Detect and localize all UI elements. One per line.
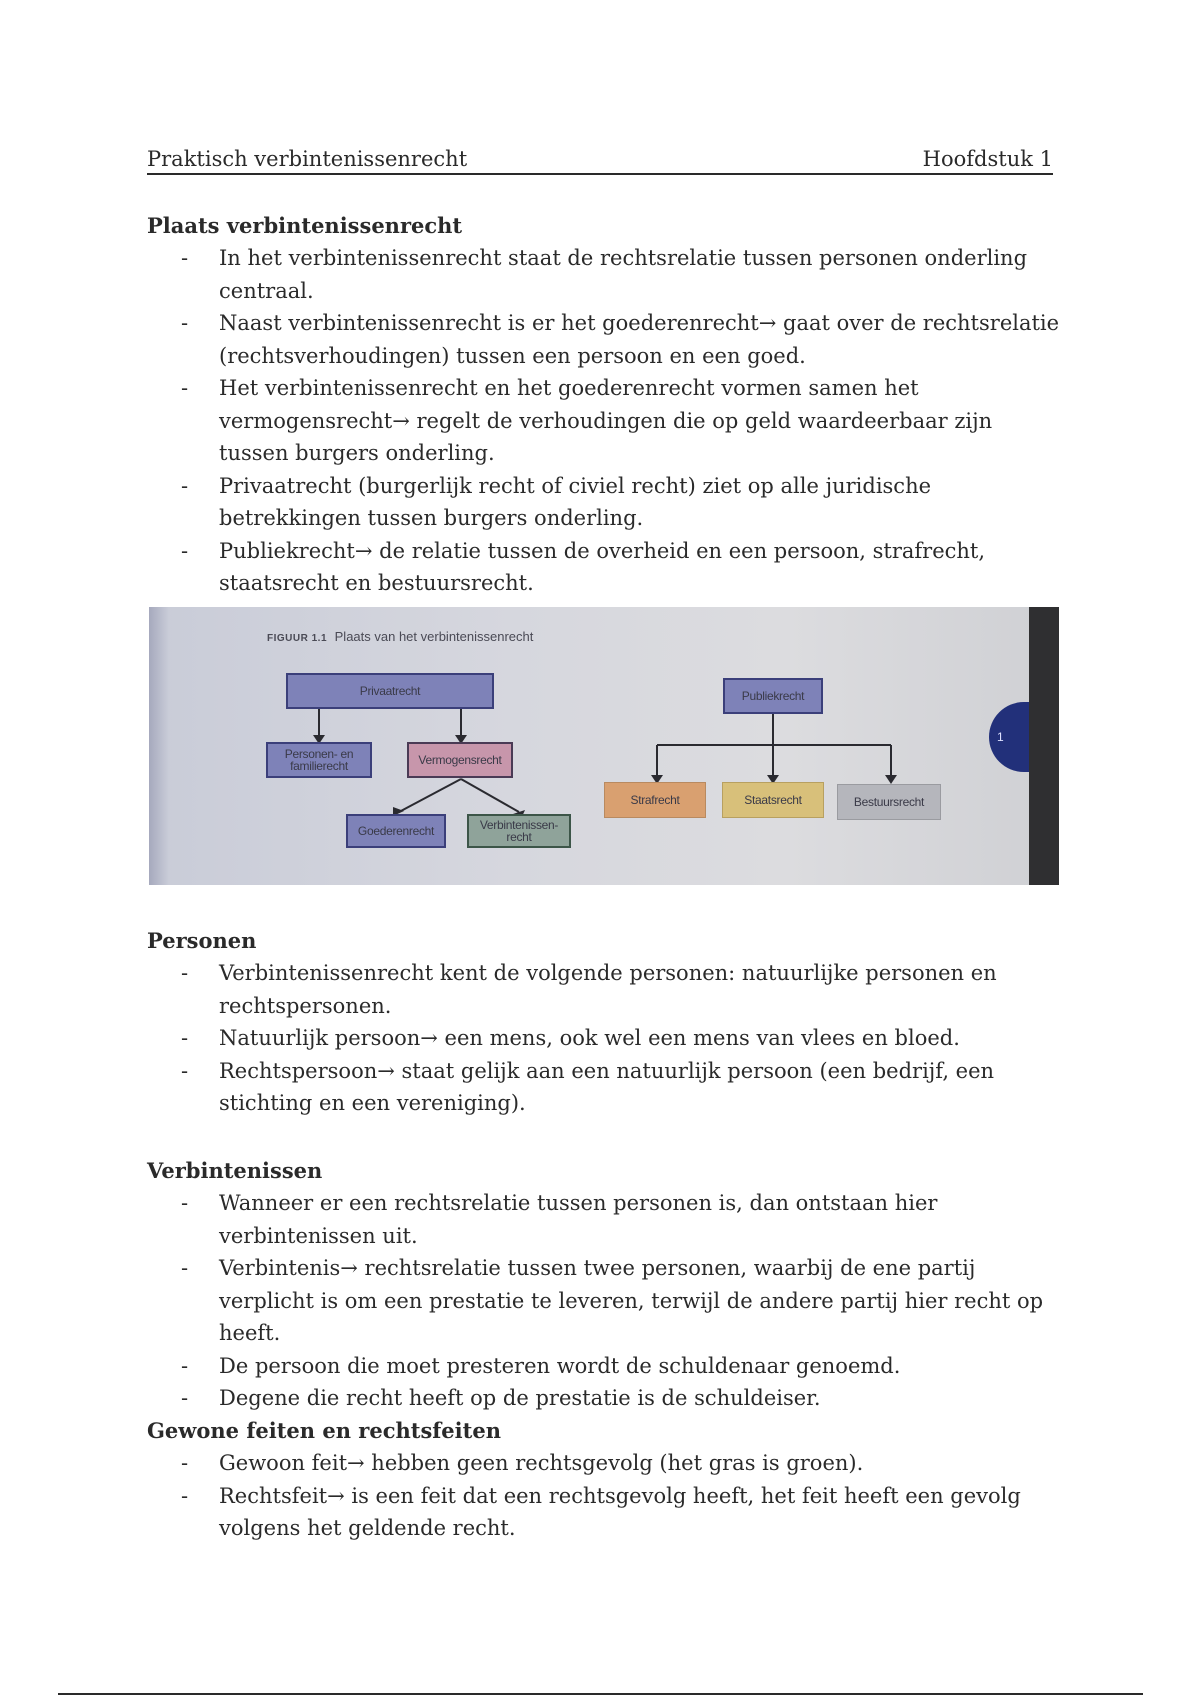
- list-item-text: Privaatrecht (burgerlijk recht of civiel recht) ziet op alle juridische betrekkingen tussen burgers onderling.: [219, 473, 932, 530]
- section-gewone-feiten-en-rechtsfeiten: [147, 1415, 1067, 1545]
- arrow-vermogen-to-verbintenissen: [461, 779, 519, 812]
- list-item: [147, 372, 1067, 470]
- bullet-dash: -: [181, 1353, 189, 1378]
- bullet-dash: -: [181, 246, 189, 270]
- bullet-list: [147, 957, 1067, 1120]
- list-item-text: Verbintenissenrecht kent de volgende personen: natuurlijke personen en rechtspersonen.: [219, 961, 997, 1018]
- list-item: [147, 1187, 1067, 1252]
- list-item-text: De persoon die moet presteren wordt de schuldenaar genoemd.: [219, 1353, 901, 1378]
- figure-number: FIGUUR 1.1: [267, 633, 328, 644]
- node-publiekrecht: Publiekrecht: [723, 678, 823, 714]
- node-verbintenissenrecht: Verbintenissen- recht: [467, 814, 571, 848]
- bullet-dash: -: [181, 538, 189, 563]
- bullet-dash: -: [181, 1058, 189, 1083]
- list-item: [147, 1382, 1067, 1415]
- list-item-text: Verbintenis→ rechtsrelatie tussen twee personen, waarbij de ene partij verplicht is om een prestatie te leveren, terwijl de andere partij hier recht op heeft.: [219, 1256, 1044, 1345]
- arrow-vermogen-to-goederen: [399, 779, 461, 812]
- list-item-text: Rechtspersoon→ staat gelijk aan een natuurlijk persoon (een bedrijf, een stichting en een vereniging).: [219, 1058, 995, 1115]
- list-item-text: Publiekrecht→ de relatie tussen de overheid en een persoon, strafrecht, staatsrecht en bestuursrecht.: [219, 538, 986, 595]
- list-item-text: Gewoon feit→ hebben geen rechtsgevolg (het gras is groen).: [219, 1451, 864, 1475]
- section-heading: Plaats verbintenissenrecht: [147, 213, 463, 238]
- bullet-dash: -: [181, 961, 189, 985]
- list-item: [147, 242, 1067, 307]
- node-privaatrecht: Privaatrecht: [286, 673, 494, 709]
- list-item-text: Natuurlijk persoon→ een mens, ook wel een mens van vlees en bloed.: [219, 1026, 960, 1050]
- book-binding: [1029, 607, 1059, 885]
- bullet-dash: -: [181, 1483, 189, 1508]
- chapter-tab-number: 1: [997, 730, 1004, 744]
- bullet-dash: -: [181, 1386, 189, 1410]
- bullet-list: [147, 242, 1067, 600]
- figure-photo: [149, 607, 1059, 885]
- list-item: [147, 1022, 1067, 1055]
- list-item-text: Het verbintenissenrecht en het goederenrecht vormen samen het vermogensrecht→ regelt de verhoudingen die op geld waardeerbaar zijn tussen burgers onderling.: [219, 376, 993, 465]
- list-item: [147, 470, 1067, 535]
- list-item-text: In het verbintenissenrecht staat de rechtsrelatie tussen personen onderling centraal.: [219, 246, 1028, 303]
- bullet-dash: -: [181, 1451, 189, 1475]
- bullet-list: [147, 1447, 1067, 1545]
- page-header: [147, 145, 1053, 175]
- node-goederenrecht: Goederenrecht: [346, 814, 446, 848]
- section-heading: Gewone feiten en rechtsfeiten: [147, 1418, 501, 1443]
- bullet-dash: -: [181, 376, 189, 400]
- section-heading: Verbintenissen: [147, 1158, 323, 1183]
- list-item-text: Naast verbintenissenrecht is er het goederenrecht→ gaat over de rechtsrelatie (rechtsverhoudingen) tussen een persoon en een goed.: [219, 311, 1060, 368]
- node-strafrecht: Strafrecht: [604, 782, 706, 818]
- section-heading: Personen: [147, 928, 257, 953]
- list-item-text: Wanneer er een rechtsrelatie tussen personen is, dan ontstaan hier verbintenissen uit.: [219, 1191, 938, 1248]
- section-plaats-verbintenissenrecht: [147, 210, 1067, 600]
- list-item-text: Degene die recht heeft op de prestatie is de schuldeiser.: [219, 1386, 821, 1410]
- bullet-dash: -: [181, 1191, 189, 1215]
- bullet-dash: -: [181, 1026, 189, 1050]
- node-bestuursrecht: Bestuursrecht: [837, 784, 941, 820]
- header-document-title: Praktisch verbintenissenrecht: [147, 147, 468, 171]
- list-item: [147, 1252, 1067, 1350]
- list-item: [147, 535, 1067, 600]
- footer-divider: [58, 1693, 1143, 1695]
- list-item: [147, 1447, 1067, 1480]
- list-item: [147, 307, 1067, 372]
- header-chapter: Hoofdstuk 1: [922, 147, 1053, 171]
- bullet-dash: -: [181, 1256, 189, 1280]
- node-staatsrecht: Staatsrecht: [722, 782, 824, 818]
- list-item: [147, 957, 1067, 1022]
- bullet-dash: -: [181, 473, 189, 498]
- node-personen-familierecht: Personen- en familierecht: [266, 742, 372, 778]
- figure-caption-text: Plaats van het verbintenissenrecht: [334, 629, 534, 644]
- bullet-dash: -: [181, 311, 189, 335]
- list-item: [147, 1480, 1067, 1545]
- list-item: [147, 1055, 1067, 1120]
- node-vermogensrecht: Vermogensrecht: [407, 742, 513, 778]
- arrowhead-icon: [885, 775, 897, 784]
- list-item: [147, 1350, 1067, 1383]
- list-item-text: Rechtsfeit→ is een feit dat een rechtsgevolg heeft, het feit heeft een gevolg volgens het geldende recht.: [219, 1483, 1021, 1540]
- section-personen: [147, 925, 1067, 1120]
- bullet-list: [147, 1187, 1067, 1415]
- section-verbintenissen: [147, 1155, 1067, 1415]
